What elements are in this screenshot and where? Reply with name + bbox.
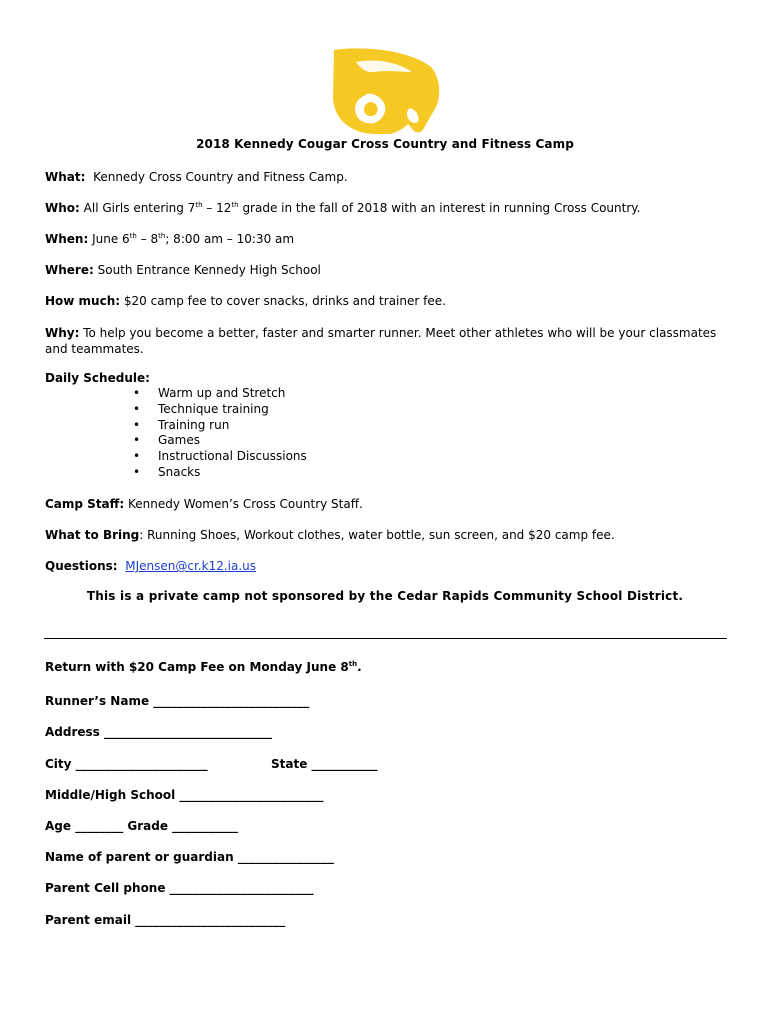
who-label: Who:	[45, 201, 80, 215]
what-line	[45, 170, 348, 184]
email-link[interactable]: MJensen@cr.k12.ia.us	[125, 559, 257, 573]
when-text-c: ; 8:00 am – 10:30 am	[165, 232, 295, 246]
return-line	[45, 660, 362, 674]
who-text-c: grade in the fall of 2018 with an interest in running Cross Country.	[238, 201, 641, 215]
how-much-line	[45, 294, 446, 308]
where-line	[45, 263, 321, 277]
when-sup-a: th	[129, 232, 137, 240]
questions-line	[45, 559, 256, 573]
return-end: .	[357, 660, 362, 674]
staff-line	[45, 497, 363, 511]
powercat-logo-icon	[328, 48, 442, 136]
list-item: • Training run	[133, 418, 307, 434]
why-label: Why:	[45, 326, 80, 340]
state-field[interactable]: State ___________	[271, 757, 378, 771]
grade-field[interactable]: Grade ___________	[127, 819, 239, 833]
return-text: Return with $20 Camp Fee on Monday June 8	[45, 660, 349, 674]
what-label: What:	[45, 170, 86, 184]
bring-label: What to Bring	[45, 528, 140, 542]
parent-email-field[interactable]: Parent email _________________________	[45, 913, 286, 927]
divider	[44, 638, 727, 639]
who-sup-a: th	[195, 201, 203, 209]
who-sup-b: th	[231, 201, 239, 209]
bring-text: : Running Shoes, Workout clothes, water bottle, sun screen, and $20 camp fee.	[139, 528, 615, 542]
runner-name-field[interactable]: Runner’s Name __________________________	[45, 694, 310, 708]
why-text: To help you become a better, faster and smarter runner. Meet other athletes who will be your classmates and teammates.	[45, 326, 717, 356]
where-text: South Entrance Kennedy High School	[97, 263, 321, 277]
address-field[interactable]: Address ____________________________	[45, 725, 272, 739]
list-item: • Games	[133, 433, 307, 449]
school-field[interactable]: Middle/High School ________________________	[45, 788, 324, 802]
when-line	[45, 232, 294, 246]
why-paragraph	[45, 325, 725, 357]
where-label: Where:	[45, 263, 94, 277]
who-text-a: All Girls entering 7	[83, 201, 196, 215]
who-text-b: – 12	[202, 201, 232, 215]
age-grade-line	[45, 819, 238, 833]
return-sup: th	[348, 660, 358, 668]
city-field[interactable]: City ______________________	[45, 757, 208, 771]
who-line	[45, 201, 640, 215]
list-item: • Snacks	[133, 465, 307, 481]
staff-text: Kennedy Women’s Cross Country Staff.	[128, 497, 363, 511]
list-item: • Instructional Discussions	[133, 449, 307, 465]
flyer-title: 2018 Kennedy Cougar Cross Country and Fitness Camp	[196, 137, 574, 151]
how-much-label: How much:	[45, 294, 121, 308]
when-sup-b: th	[158, 232, 166, 240]
when-text-a: June 6	[92, 232, 130, 246]
staff-label: Camp Staff:	[45, 497, 125, 511]
age-field[interactable]: Age ________	[45, 819, 124, 833]
schedule-list	[133, 386, 307, 481]
when-label: When:	[45, 232, 89, 246]
what-text: Kennedy Cross Country and Fitness Camp.	[93, 170, 348, 184]
parent-name-field[interactable]: Name of parent or guardian ________________	[45, 850, 334, 864]
list-item: • Warm up and Stretch	[133, 386, 307, 402]
when-text-b: – 8	[136, 232, 159, 246]
schedule-label: Daily Schedule:	[45, 371, 150, 385]
how-much-text: $20 camp fee to cover snacks, drinks and trainer fee.	[123, 294, 446, 308]
schedule-heading	[45, 371, 150, 385]
parent-cell-field[interactable]: Parent Cell phone ________________________	[45, 881, 314, 895]
disclaimer: This is a private camp not sponsored by the Cedar Rapids Community School District.	[86, 589, 684, 603]
bring-line	[45, 528, 615, 542]
questions-label: Questions:	[45, 559, 118, 573]
list-item: • Technique training	[133, 402, 307, 418]
